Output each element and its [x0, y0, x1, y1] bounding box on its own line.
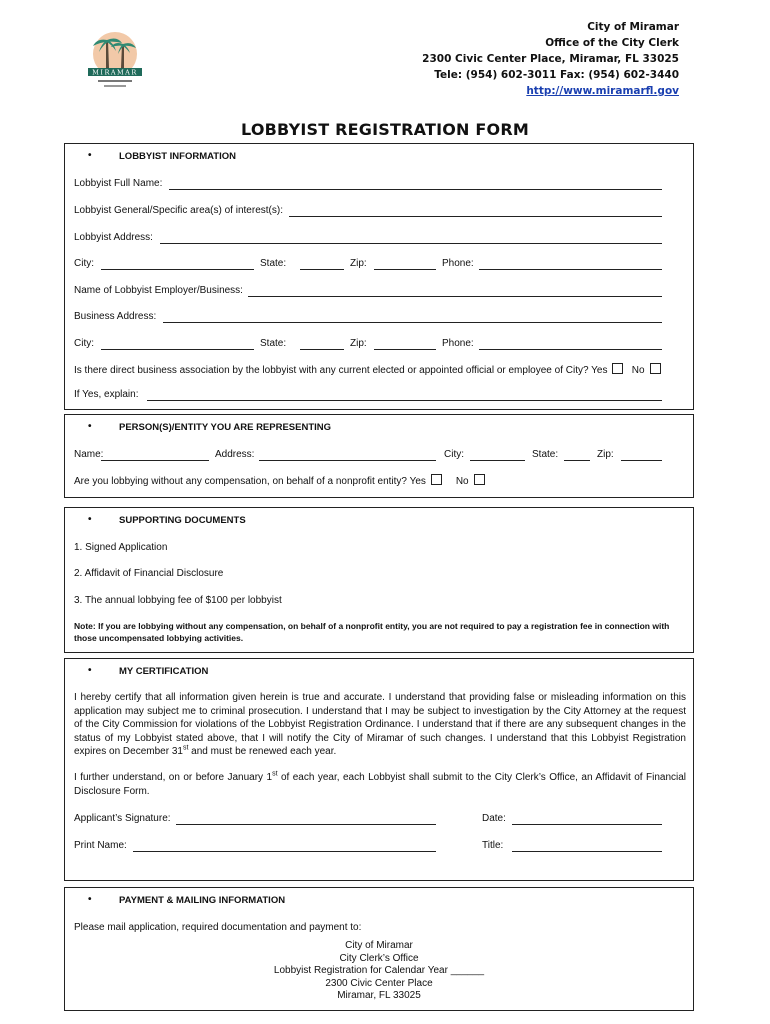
business-zip-field[interactable]: [374, 349, 436, 350]
print-name-field[interactable]: [133, 851, 436, 852]
website-link[interactable]: http://www.miramarfl.gov: [526, 85, 679, 97]
mailing-line: Miramar, FL 33025: [337, 990, 421, 1001]
lobbyist-info-heading: • LOBBYIST INFORMATION: [88, 150, 236, 162]
org-name: City of Miramar: [587, 21, 679, 33]
employer-label: Name of Lobbyist Employer/Business:: [74, 285, 243, 296]
if-yes-field[interactable]: [147, 400, 662, 401]
full-name-field[interactable]: [169, 189, 662, 190]
association-yes-checkbox[interactable]: [612, 363, 623, 374]
state-label: State:: [260, 258, 287, 269]
city-logo: [84, 30, 146, 92]
rep-city-field[interactable]: [470, 460, 525, 461]
mailing-line: City of Miramar: [345, 940, 413, 951]
representing-section: [64, 414, 694, 498]
certification-heading: • MY CERTIFICATION: [88, 665, 209, 677]
zip-label: Zip:: [350, 258, 367, 269]
state-field[interactable]: [300, 269, 344, 270]
interests-label: Lobbyist General/Specific area(s) of interest(s):: [74, 205, 283, 216]
payment-section: [64, 887, 694, 1011]
payment-heading: • PAYMENT & MAILING INFORMATION: [88, 894, 286, 906]
business-phone-field[interactable]: [479, 349, 662, 350]
address-label: Lobbyist Address:: [74, 232, 153, 243]
association-question: Is there direct business association by the lobbyist with any current elected or appointed official or employee of City? Yes No: [74, 363, 661, 376]
rep-name-label: Name:: [74, 449, 104, 460]
business-state-label: State:: [260, 338, 287, 349]
mailing-line: City Clerk’s Office: [339, 952, 419, 964]
business-city-label: City:: [74, 338, 94, 349]
rep-city-label: City:: [444, 449, 464, 460]
rep-address-label: Address:: [215, 449, 255, 460]
mailing-line: 2300 Civic Center Place: [325, 977, 433, 989]
full-name-label: Lobbyist Full Name:: [74, 178, 163, 189]
address-field[interactable]: [160, 243, 662, 244]
date-field[interactable]: [512, 824, 662, 825]
lobbyist-info-section: [64, 143, 694, 410]
business-state-field[interactable]: [300, 349, 344, 350]
business-zip-label: Zip:: [350, 338, 367, 349]
fee-note: Note: If you are lobbying without any compensation, on behalf of a nonprofit entity, you are not required to pay a registration fee in connection with those uncompensated lobbying activities.: [74, 621, 670, 643]
city-field[interactable]: [101, 269, 254, 270]
business-city-field[interactable]: [101, 349, 254, 350]
doc-item-3: 3. The annual lobbying fee of $100 per lobbyist: [74, 595, 282, 606]
doc-item-1: 1. Signed Application: [74, 542, 168, 553]
zip-field[interactable]: [374, 269, 436, 270]
phone-fax: Tele: (954) 602-3011 Fax: (954) 602-3440: [434, 69, 679, 81]
business-address-label: Business Address:: [74, 311, 157, 322]
certification-paragraph: I hereby certify that all information given herein is true and accurate. I understand that providing false or misleading information on this application may subject me to criminal prosecution. I understand that I may be subject to investigation by the City Attorney at the request of the City Commission for violations of the Lobbyist Registration Ordinance. I understand that if there are any subsequent changes in the status of my Lobbyist stated above, that I will notify the City of Miramar of such changes. I understand that this Lobbyist Registration expires on December 31st and must be renewed each year.: [74, 692, 686, 757]
business-address-field[interactable]: [163, 322, 662, 323]
mailing-address: [65, 940, 693, 1003]
compensation-no-checkbox[interactable]: [474, 474, 485, 485]
compensation-question: Are you lobbying without any compensation, on behalf of a nonprofit entity? Yes No: [74, 474, 485, 487]
rep-zip-label: Zip:: [597, 449, 614, 460]
supporting-docs-heading: • SUPPORTING DOCUMENTS: [88, 514, 246, 526]
if-yes-label: If Yes, explain:: [74, 389, 139, 400]
signature-label: Applicant’s Signature:: [74, 813, 171, 824]
office-address: 2300 Civic Center Place, Miramar, FL 33025: [422, 53, 679, 65]
city-label: City:: [74, 258, 94, 269]
phone-label: Phone:: [442, 258, 474, 269]
business-phone-label: Phone:: [442, 338, 474, 349]
signature-field[interactable]: [176, 824, 436, 825]
doc-item-2: 2. Affidavit of Financial Disclosure: [74, 568, 224, 579]
compensation-yes-checkbox[interactable]: [431, 474, 442, 485]
mailing-line: Lobbyist Registration for Calendar Year ______: [273, 965, 485, 976]
disclosure-paragraph: I further understand, on or before January 1st of each year, each Lobbyist shall submit to the City Clerk’s Office, an Affidavit of Financial Disclosure Form.: [74, 770, 687, 797]
office-name: Office of the City Clerk: [545, 37, 679, 49]
header-block: [422, 19, 679, 99]
rep-name-field[interactable]: [101, 460, 209, 461]
date-label: Date:: [482, 813, 506, 824]
rep-state-field[interactable]: [564, 460, 590, 461]
certification-section: [64, 658, 694, 881]
svg-text:MIRAMAR: MIRAMAR: [92, 68, 138, 77]
representing-heading: • PERSON(S)/ENTITY YOU ARE REPRESENTING: [88, 421, 332, 433]
supporting-docs-section: [64, 507, 694, 653]
interests-field[interactable]: [289, 216, 662, 217]
payment-instruction: Please mail application, required documentation and payment to:: [74, 922, 362, 933]
rep-state-label: State:: [532, 449, 559, 460]
association-no-checkbox[interactable]: [650, 363, 661, 374]
employer-field[interactable]: [248, 296, 662, 297]
title-label: Title:: [482, 840, 504, 851]
print-name-label: Print Name:: [74, 840, 127, 851]
rep-address-field[interactable]: [259, 460, 436, 461]
phone-field[interactable]: [479, 269, 662, 270]
rep-zip-field[interactable]: [621, 460, 662, 461]
form-title: LOBBYIST REGISTRATION FORM: [241, 120, 529, 139]
title-field[interactable]: [512, 851, 662, 852]
